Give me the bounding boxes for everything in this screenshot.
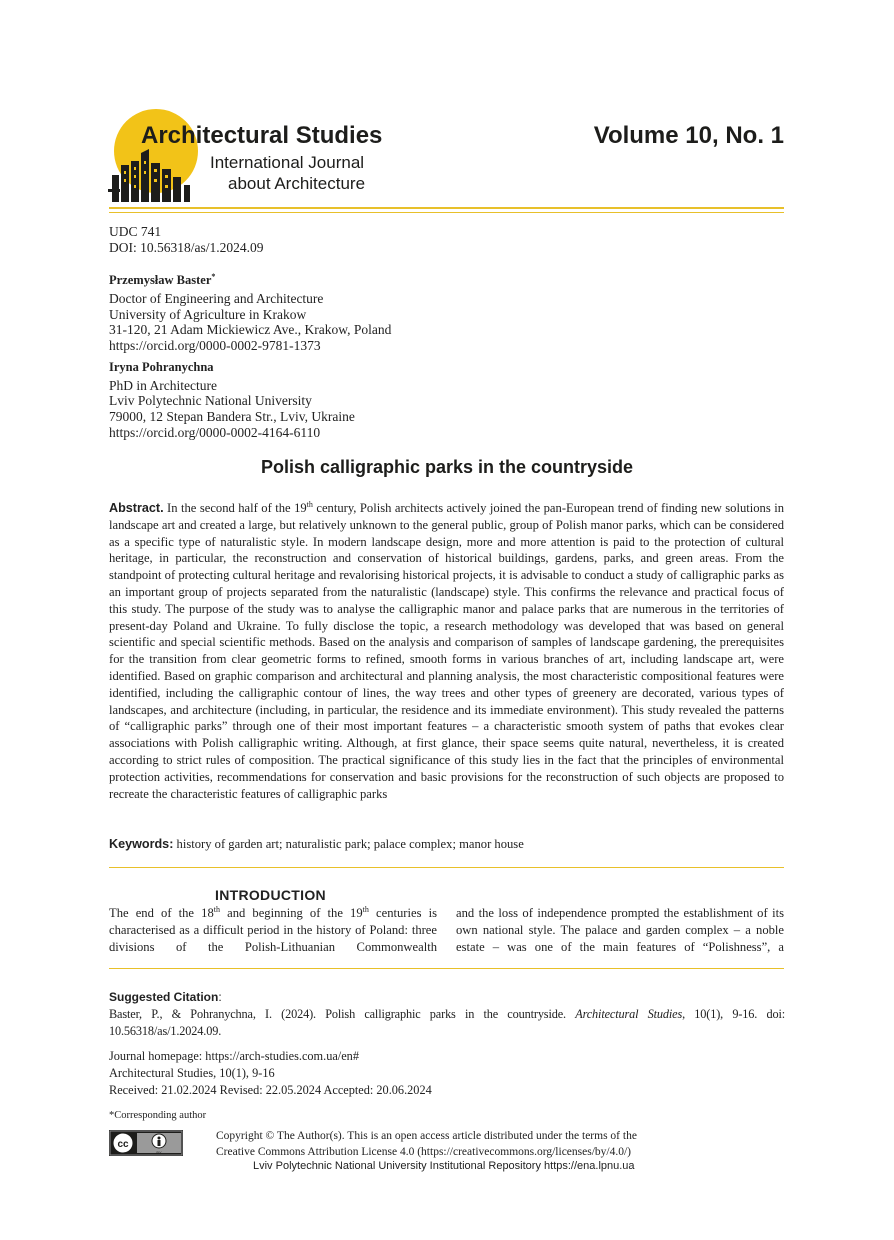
author-degree: Doctor of Engineering and Architecture bbox=[109, 291, 324, 306]
keywords: Keywords: history of garden art; naturalistic park; palace complex; manor house bbox=[109, 837, 524, 851]
citation-label: Suggested Citation: bbox=[109, 990, 222, 1004]
section-divider bbox=[109, 867, 784, 868]
author-name: Iryna Pohranychna bbox=[109, 360, 214, 374]
journal-homepage-link[interactable]: Journal homepage: https://arch-studies.com.ua/en# bbox=[109, 1049, 359, 1063]
journal-logo-icon bbox=[108, 105, 198, 203]
paper-title: Polish calligraphic parks in the countryside bbox=[260, 457, 634, 477]
section-heading: INTRODUCTION bbox=[215, 887, 326, 903]
author-orcid-link[interactable]: https://orcid.org/0000-0002-4164-6110 bbox=[109, 425, 321, 440]
license-text[interactable]: Creative Commons Attribution License 4.0 (https://creativecommons.org/licenses/by/4.0/) bbox=[216, 1146, 631, 1158]
corresponding-note: *Corresponding author bbox=[109, 1110, 207, 1121]
cc-by-label: BY bbox=[156, 1150, 162, 1155]
abstract: Abstract. In the second half of the 19th century, Polish architects actively joined the pan-European trend of finding new solutions in landscape art and created a large, but relatively unknown to the general public, group of Polish manor parks, which can be considered as a specific type of naturalistic style. In modern landscape design, more and more attention is paid to the protection of cultural heritage, in particular, the reconstruction and conservation of historical buildings, gardens, parks, and green areas. From the standpoint of protecting cultural heritage and revalorising historical projects, it is advisable to conduct a study of calligraphic parks as an important group of projects separated from the naturalistic (landscape) style. This confirms the relevance and practical focus of this study. The purpose of the study was to analyse the calligraphic manor and palace parks that are numerous in the territories of present-day Poland and Ukraine. To fully disclose the topic, a research methodology was developed that was based on general scientific and special scientific methods. Based on the analysis and comparison of samples of landscape gardening, the prerequisites for the transition from clear geometric forms to refined, smooth forms in various branches of art, including landscape art, were identified. Based on graphic comparison and architectural and planning analysis, the most characteristic compositional features were identified, including the calligraphic contour of lines, the way trees and other types of greenery are decorated, various types of landscapes, and architecture (including, in particular, the residence and its immediate environment). This study revealed the patterns of “calligraphic parks” through one of their most important features – a characteristic smooth system of paths that evokes clear associations with Polish calligraphic writing. Although, at first glance, their space seems quite natural, nevertheless, it is created according to strict rules of composition. The practical significance of this study lies in the fact that the principles of environmental protection activities, recommendations for conservation and basic provisions for the reconstruction of such objects are proposed to recreate the characteristic features of calligraphic parks bbox=[109, 499, 784, 801]
issue-info: Architectural Studies, 10(1), 9-16 bbox=[109, 1066, 275, 1080]
section-divider bbox=[109, 968, 784, 969]
abstract-label: Abstract. bbox=[109, 501, 164, 515]
volume-number: Volume 10, No. 1 bbox=[593, 122, 784, 149]
repository-note: Lviv Polytechnic National University Institutional Repository https://ena.lpnu.ua bbox=[253, 1160, 635, 1172]
intro-column-left: The end of the 18th and beginning of the 19th centuries is characterised as a difficult period in the history of Poland: three divisions of the Polish-Lithuanian Commonwealth bbox=[109, 904, 438, 954]
author-address: 79000, 12 Stepan Bandera Str., Lviv, Ukraine bbox=[109, 409, 355, 424]
author-affiliation: Lviv Polytechnic National University bbox=[109, 393, 312, 408]
author-degree: PhD in Architecture bbox=[109, 378, 217, 393]
journal-name: Architectural Studies bbox=[141, 122, 383, 149]
journal-subtitle-line2: about Architecture bbox=[228, 174, 366, 193]
doi: DOI: 10.56318/as/1.2024.09 bbox=[109, 240, 264, 255]
submission-dates: Received: 21.02.2024 Revised: 22.05.2024 Accepted: 20.06.2024 bbox=[109, 1083, 432, 1097]
citation-text: Baster, P., & Pohranychna, I. (2024). Polish calligraphic parks in the countryside. Architectural Studies, 10(1), 9-16. doi: 10.56318/as/1.2024.09. bbox=[109, 1007, 785, 1038]
journal-subtitle-line1: International Journal bbox=[210, 153, 365, 172]
cc-by-badge-icon[interactable] bbox=[109, 1130, 183, 1156]
intro-column-right: and the loss of independence prompted the establishment of its own national style. The palace and garden complex – a noble estate – was one of the main features of “Polishness”, a bbox=[456, 906, 784, 954]
copyright-text: Copyright © The Author(s). This is an open access article distributed under the terms of the bbox=[216, 1130, 637, 1142]
udc-code: UDC 741 bbox=[109, 224, 162, 239]
author-address: 31-120, 21 Adam Mickiewicz Ave., Krakow, Poland bbox=[109, 322, 392, 337]
keywords-label: Keywords: bbox=[109, 837, 174, 851]
author-affiliation: University of Agriculture in Krakow bbox=[109, 307, 307, 322]
author-name: Przemysław Baster* bbox=[109, 271, 216, 287]
header-divider-thin bbox=[109, 212, 784, 213]
corresponding-mark: * bbox=[211, 271, 216, 281]
header-divider bbox=[109, 207, 784, 209]
svg-text:cc: cc bbox=[117, 1139, 129, 1150]
author-orcid-link[interactable]: https://orcid.org/0000-0002-9781-1373 bbox=[109, 338, 321, 353]
